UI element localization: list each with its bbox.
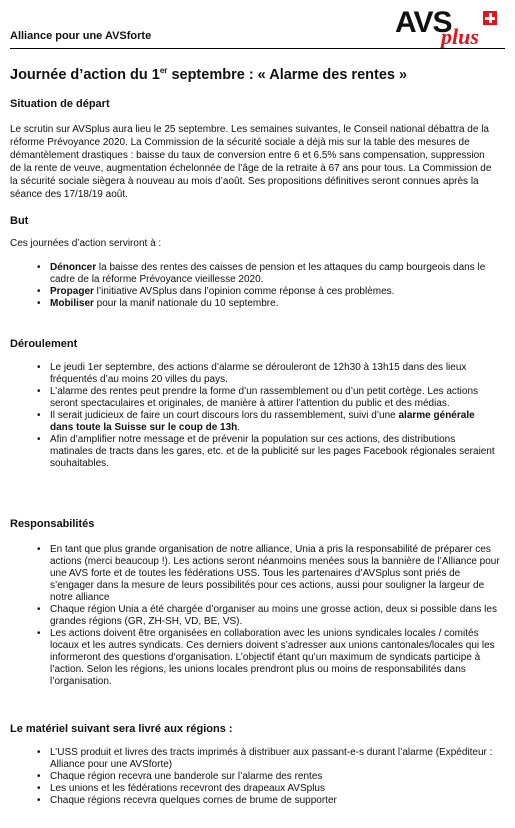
list-item: • Chaque régions recevra quelques cornes de brume de supporter: [10, 795, 500, 807]
list-item: • Propager l’initiative AVSplus dans l’opinion comme réponse à ces problèmes.: [10, 286, 500, 298]
list-item: • L’alarme des rentes peut prendre la forme d’un rassemblement ou d’un petit cortège. Les actions seront spectaculaires et originales, de manière à attirer l’attention du public et des médias.: [10, 386, 500, 410]
section-heading-responsabilites: Responsabilités: [10, 518, 95, 530]
but-intro: Ces journées d’action serviront à :: [10, 238, 162, 249]
section-heading-but: But: [10, 215, 29, 227]
deroulement-list: [10, 362, 500, 470]
but-list: [10, 262, 500, 310]
section-heading-materiel: Le matériel suivant sera livré aux régions :: [10, 723, 233, 735]
list-item: • Chaque région Unia a été chargée d’organiser au moins une grosse action, deux si possible dans les grandes régions (GR, ZH-SH, VD, BE, VS).: [10, 604, 500, 628]
avsplus-logo: [395, 6, 505, 54]
header-organization: Alliance pour une AVSforte: [10, 30, 152, 42]
list-item: • Il serait judicieux de faire un court discours lors du rassemblement, suivi d’une alarme générale dans toute la Suisse sur le coup de 13h.: [10, 410, 500, 434]
list-item: • Les unions et les fédérations recevront des drapeaux AVSplus: [10, 783, 500, 795]
list-item: • Chaque région recevra une banderole sur l’alarme des rentes: [10, 771, 500, 783]
logo-avs-text: AVS: [395, 6, 452, 39]
header-divider: [10, 48, 505, 49]
page-title: Journée d’action du 1er septembre : « Alarme des rentes »: [10, 66, 408, 83]
list-item: • Le jeudi 1er septembre, des actions d’alarme se dérouleront de 12h30 à 13h15 dans des lieux fréquentés d’au moins 20 villes du pays.: [10, 362, 500, 386]
situation-paragraph: Le scrutin sur AVSplus aura lieu le 25 septembre. Les semaines suivantes, le Conseil national débattra de la réforme Prévoyance 2020. La Commission de la sécurité sociale a déjà mis sur la table des mesures de démantèlement drastiques : baisse du taux de conversion entre 6 et 6.5% sans compensation, suppression de la rente de veuve, augmentation échelonnée de l’âge de la retraite à 67 ans pour tous. La Commission de la sécurité sociale siègera à nouveau au mois d’août. Ses propositions définitives seront connues après la séance des 17/18/19 août.: [10, 124, 492, 200]
materiel-list: [10, 747, 500, 807]
logo-plus-text: plus: [441, 24, 479, 49]
list-item: • Dénoncer la baisse des rentes des caisses de pension et les attaques du camp bourgeois dans le cadre de la réforme Prévoyance vieillesse 2020.: [10, 262, 500, 286]
list-item: • Les actions doivent être organisées en collaboration avec les unions syndicales locales / comités locaux et les autres syndicats. Ces derniers doivent s’adresser aux unions cantonales/locales qui les informeront des questions d’organisation. L’objectif étant qu’un maximum de syndicats participe à l’action. Selon les régions, les unions locales prendront plus ou moins de responsabilités dans l’organisation.: [10, 628, 500, 688]
swiss-cross-icon: [483, 11, 497, 25]
list-item: • Mobiliser pour la manif nationale du 10 septembre.: [10, 298, 500, 310]
section-heading-deroulement: Déroulement: [10, 338, 78, 350]
list-item: • Afin d’amplifier notre message et de prévenir la population sur ces actions, des distributions matinales de tracts dans les gares, etc. et de la publicité sur les pages Facebook régionales seraient souhaitables.: [10, 434, 500, 470]
section-heading-situation: Situation de départ: [10, 98, 110, 110]
list-item: • L’USS produit et livres des tracts imprimés à distribuer aux passant-e-s durant l’alarme (Expéditeur : Alliance pour une AVSforte): [10, 747, 500, 771]
list-item: • En tant que plus grande organisation de notre alliance, Unia a pris la responsabilité de préparer ces actions (merci beaucoup !). Les actions seront néanmoins menées sous la bannière de l’Alliance pour une AVS forte et de toutes les fédérations USS. Tous les partenaires d’AVSplus sont priés de s’engager dans la mesure de leurs possibilités pour ces actions, aussi pour souligner la largeur de notre alliance: [10, 544, 500, 604]
responsabilites-list: [10, 544, 500, 688]
